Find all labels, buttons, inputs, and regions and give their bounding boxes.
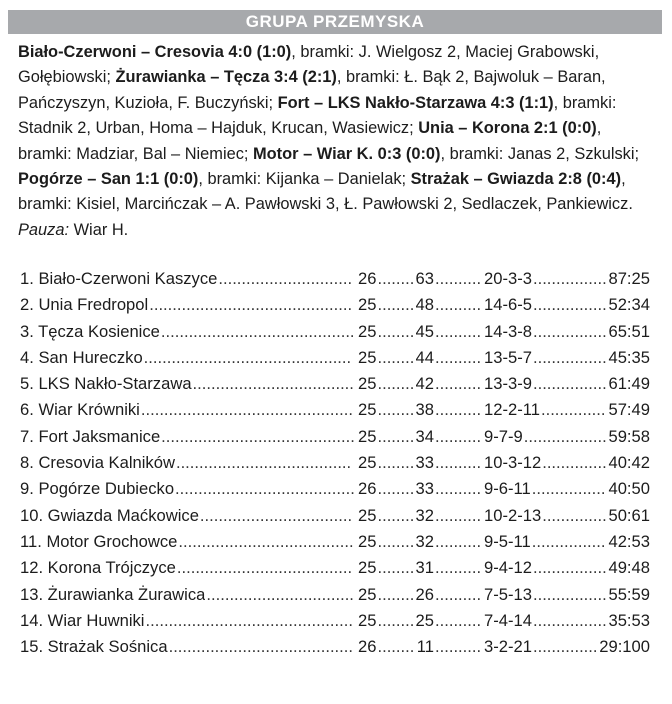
goal-ratio: 40:42: [608, 453, 650, 473]
dot-leader: ........: [377, 479, 415, 499]
dot-leader: ........: [377, 453, 415, 473]
team-name: 9. Pogórze Dubiecko: [20, 479, 175, 499]
win-draw-loss: 9-7-9: [484, 426, 523, 446]
dot-leader: .................................: [199, 505, 353, 525]
points: 31: [415, 558, 434, 578]
goal-ratio: 40:50: [608, 479, 650, 499]
table-row: [20, 582, 650, 608]
dot-leader: ............................................: [149, 295, 353, 315]
win-draw-loss: 9-5-11: [484, 531, 531, 551]
dot-leader: ..........: [435, 347, 481, 367]
points: 33: [415, 479, 434, 499]
team-name: 7. Fort Jaksmanice: [20, 426, 161, 446]
dot-leader: ..........: [435, 453, 481, 473]
points: 33: [415, 453, 434, 473]
dot-leader: ........: [377, 374, 415, 394]
match-scorers: , bramki: Madziar, Bal – Niemiec;: [18, 119, 602, 163]
dot-leader: ......................................: [178, 531, 354, 551]
dot-leader: ..........: [435, 558, 481, 578]
dot-leader: ........: [377, 558, 415, 578]
win-draw-loss: 9-4-12: [484, 558, 532, 578]
win-draw-loss: 9-6-11: [484, 479, 531, 499]
win-draw-loss: 13-5-7: [484, 347, 532, 367]
dot-leader: ..........................................: [160, 321, 355, 341]
team-name: 10. Gwiazda Maćkowice: [20, 505, 199, 525]
dot-leader: ........: [377, 610, 415, 630]
dot-leader: ........: [377, 269, 415, 288]
goal-ratio: 57:49: [608, 400, 650, 420]
dot-leader: ........: [377, 584, 415, 604]
match-score: Pogórze – San 1:1 (0:0): [18, 170, 199, 189]
dot-leader: ................: [532, 558, 607, 578]
team-name: 2. Unia Fredropol: [20, 295, 149, 315]
match-scorers: , bramki: Janas 2, Szkulski;: [440, 144, 640, 163]
games-played: 26: [358, 269, 377, 288]
dot-leader: ..........: [435, 426, 481, 446]
pause-team: Wiar H.: [69, 220, 129, 239]
dot-leader: ................: [532, 347, 607, 367]
games-played: 25: [358, 584, 377, 604]
points: 38: [415, 400, 434, 420]
team-name: 4. San Hureczko: [20, 347, 143, 367]
goal-ratio: 42:53: [608, 531, 650, 551]
dot-leader: ..........: [435, 479, 481, 499]
dot-leader: .............................................: [145, 610, 353, 630]
match-score: Motor – Wiar K. 0:3 (0:0): [253, 144, 441, 163]
pause-label: Pauza:: [18, 220, 70, 239]
win-draw-loss: 3-2-21: [484, 637, 532, 657]
table-row: [20, 292, 650, 318]
win-draw-loss: 14-3-8: [484, 321, 532, 341]
team-name: 14. Wiar Huwniki: [20, 610, 145, 630]
team-name: 11. Motor Grochowce: [20, 531, 178, 551]
games-played: 25: [358, 374, 377, 394]
dot-leader: .......................................: [175, 479, 355, 499]
table-row: [20, 371, 650, 397]
games-played: 25: [358, 453, 377, 473]
win-draw-loss: 14-6-5: [484, 295, 532, 315]
table-row: [20, 266, 650, 292]
dot-leader: ........: [377, 637, 415, 657]
dot-leader: ..............: [540, 400, 606, 420]
dot-leader: ................: [532, 610, 607, 630]
points: 45: [415, 321, 434, 341]
match-scorers: , bramki: Kisiel, Marcińczak – A. Pawłowski 3, Ł. Pawłowski 2, Sedlaczek, Pankiewicz.: [18, 170, 633, 214]
points: 11: [416, 637, 434, 657]
dot-leader: ........: [377, 400, 415, 420]
table-row: [20, 555, 650, 581]
dot-leader: .............................: [218, 269, 353, 288]
dot-leader: ........................................: [168, 637, 353, 657]
dot-leader: ........: [377, 321, 415, 341]
table-row: [20, 503, 650, 529]
points: 44: [415, 347, 434, 367]
dot-leader: ................: [532, 295, 607, 315]
table-row: [20, 345, 650, 371]
match-score: Unia – Korona 2:1 (0:0): [418, 119, 597, 138]
win-draw-loss: 10-3-12: [484, 453, 542, 473]
table-row: [20, 608, 650, 634]
dot-leader: ..........: [435, 584, 481, 604]
dot-leader: ................: [531, 479, 606, 499]
dot-leader: ........: [377, 426, 415, 446]
table-row: [20, 424, 650, 450]
dot-leader: ................................: [206, 584, 354, 604]
dot-leader: ........: [377, 295, 415, 315]
team-name: 15. Strażak Sośnica: [20, 637, 168, 657]
match-score: Fort – LKS Nakło-Starzawa 4:3 (1:1): [277, 93, 554, 112]
games-played: 25: [358, 426, 377, 446]
goal-ratio: 49:48: [608, 558, 650, 578]
team-name: 13. Żurawianka Żurawica: [20, 584, 206, 604]
dot-leader: ........: [377, 347, 415, 367]
points: 42: [415, 374, 434, 394]
goal-ratio: 61:49: [608, 374, 650, 394]
table-row: [20, 634, 650, 660]
dot-leader: ..........: [435, 321, 481, 341]
games-played: 25: [358, 321, 377, 341]
dot-leader: .............................................: [143, 347, 352, 367]
dot-leader: ................: [532, 321, 607, 341]
dot-leader: ..........: [435, 531, 481, 551]
dot-leader: ................: [531, 531, 606, 551]
dot-leader: ......................................: [175, 453, 352, 473]
match-scorers: , bramki: J. Wielgosz 2, Maciej Grabowski, Gołębiowski;: [18, 43, 600, 87]
points: 34: [415, 426, 434, 446]
dot-leader: ..............: [532, 637, 598, 657]
dot-leader: ...................................: [192, 374, 354, 394]
dot-leader: ..............: [542, 505, 607, 525]
goal-ratio: 35:53: [608, 610, 650, 630]
games-played: 25: [358, 610, 377, 630]
dot-leader: ......................................: [176, 558, 353, 578]
goal-ratio: 87:25: [608, 269, 650, 288]
games-played: 25: [358, 558, 377, 578]
table-row: [20, 319, 650, 345]
dot-leader: ........: [377, 531, 415, 551]
points: 32: [415, 505, 434, 525]
goal-ratio: 65:51: [608, 321, 650, 341]
dot-leader: ..........: [435, 269, 481, 288]
goal-ratio: 55:59: [608, 584, 650, 604]
goal-ratio: 45:35: [608, 347, 650, 367]
goal-ratio: 59:58: [608, 426, 650, 446]
dot-leader: ................: [532, 269, 607, 288]
match-scorers: , bramki: Kijanka – Danielak;: [198, 170, 411, 189]
table-row: [20, 397, 650, 423]
win-draw-loss: 20-3-3: [484, 269, 532, 288]
games-played: 26: [358, 637, 377, 657]
match-results: [18, 40, 650, 243]
dot-leader: ..............................................: [140, 400, 353, 420]
goal-ratio: 29:100: [599, 637, 650, 657]
section-header: GRUPA PRZEMYSKA: [8, 10, 662, 34]
table-row: [20, 476, 650, 502]
games-played: 25: [358, 295, 377, 315]
win-draw-loss: 7-5-13: [484, 584, 532, 604]
team-name: 1. Biało-Czerwoni Kaszyce: [20, 269, 218, 288]
table-row: [20, 529, 650, 555]
win-draw-loss: 13-3-9: [484, 374, 532, 394]
dot-leader: ..........................................: [161, 426, 355, 446]
team-name: 3. Tęcza Kosienice: [20, 321, 160, 341]
team-name: 6. Wiar Krówniki: [20, 400, 140, 420]
win-draw-loss: 7-4-14: [484, 610, 532, 630]
games-played: 25: [358, 531, 377, 551]
dot-leader: ........: [377, 505, 415, 525]
team-name: 8. Cresovia Kalników: [20, 453, 175, 473]
dot-leader: ..........: [435, 610, 481, 630]
games-played: 26: [358, 479, 377, 499]
match-scorers: , bramki: Ł. Bąk 2, Bajwoluk – Baran, Pańczyszyn, Kuzioła, F. Buczyński;: [18, 68, 606, 112]
dot-leader: ..........: [435, 505, 481, 525]
dot-leader: ..........: [435, 374, 481, 394]
win-draw-loss: 12-2-11: [484, 400, 540, 420]
points: 63: [415, 269, 434, 288]
dot-leader: ................: [532, 584, 607, 604]
team-name: 5. LKS Nakło-Starzawa: [20, 374, 192, 394]
dot-leader: ..........: [435, 295, 481, 315]
games-played: 25: [358, 400, 377, 420]
points: 48: [415, 295, 434, 315]
dot-leader: ..................: [523, 426, 607, 446]
dot-leader: ..........: [435, 400, 481, 420]
match-score: Żurawianka – Tęcza 3:4 (2:1): [115, 68, 337, 87]
match-score: Biało-Czerwoni – Cresovia 4:0 (1:0): [18, 43, 292, 61]
dot-leader: ................: [532, 374, 607, 394]
team-name: 12. Korona Trójczyce: [20, 558, 176, 578]
points: 25: [415, 610, 434, 630]
standings-table: [20, 266, 650, 660]
match-scorers: , bramki: Stadnik 2, Urban, Homa – Hajduk, Krucan, Wasiewicz;: [18, 93, 617, 138]
games-played: 25: [358, 505, 377, 525]
points: 32: [415, 531, 434, 551]
games-played: 25: [358, 347, 377, 367]
match-score: Strażak – Gwiazda 2:8 (0:4): [410, 170, 622, 189]
points: 26: [415, 584, 434, 604]
win-draw-loss: 10-2-13: [484, 505, 542, 525]
goal-ratio: 50:61: [608, 505, 650, 525]
goal-ratio: 52:34: [608, 295, 650, 315]
dot-leader: ..........: [435, 637, 481, 657]
table-row: [20, 450, 650, 476]
dot-leader: ..............: [542, 453, 607, 473]
